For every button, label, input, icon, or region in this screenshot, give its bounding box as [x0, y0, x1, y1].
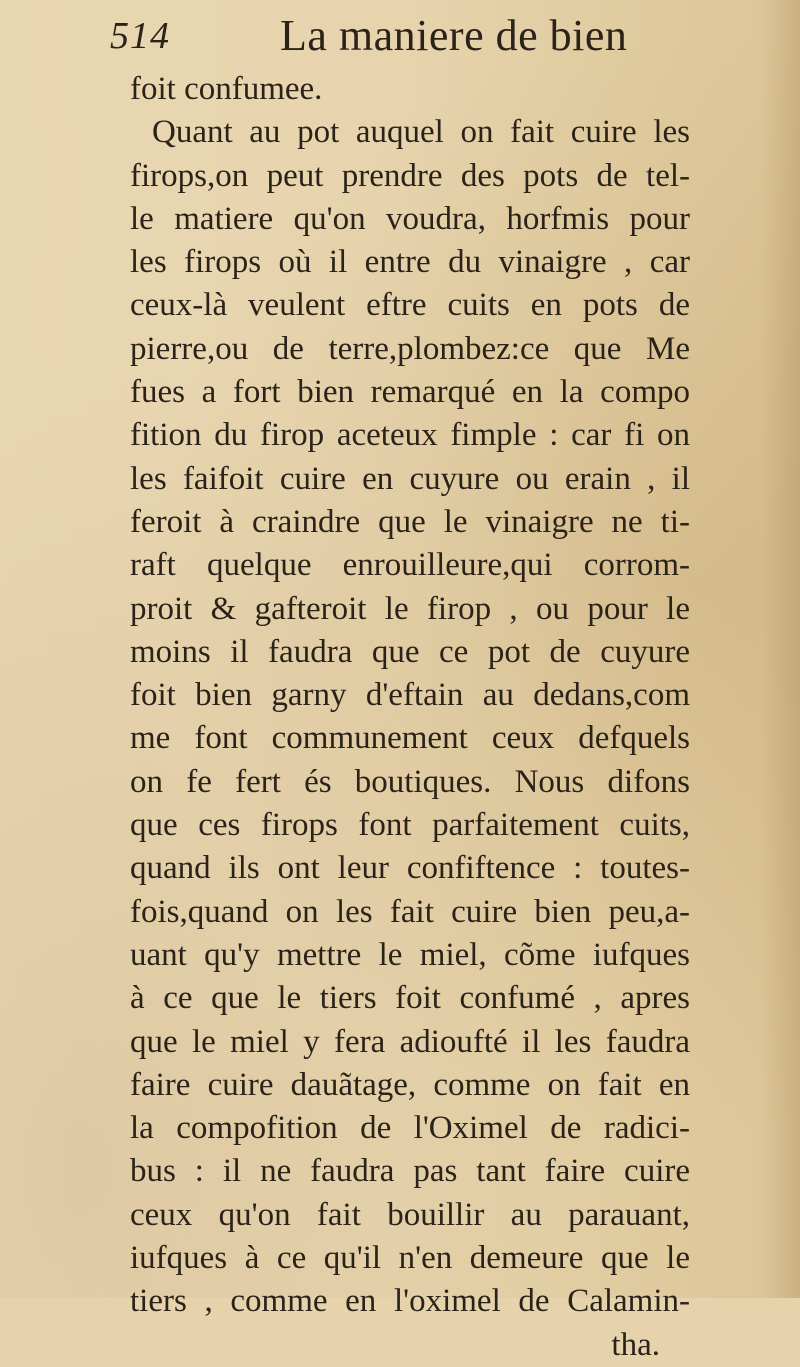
page-edge-shadow: [760, 0, 800, 1298]
text-line: pierre,ou de terre,plombez:ce que Me: [130, 330, 690, 367]
text-line: firops,on peut prendre des pots de tel-: [130, 157, 690, 194]
text-line: la compofition de l'Oximel de radici-: [130, 1110, 690, 1147]
text-line: faire cuire dauãtage, comme on fait en: [130, 1066, 690, 1103]
body-text: [130, 68, 690, 1367]
text-line: tha.: [611, 1326, 660, 1363]
text-line: bus : il ne faudra pas tant faire cuire: [130, 1153, 690, 1190]
text-line: iufques à ce qu'il n'en demeure que le: [130, 1240, 690, 1277]
text-line: proit & gafteroit le firop , ou pour le: [130, 590, 690, 627]
text-line: on fe fert és boutiques. Nous difons: [130, 763, 690, 800]
text-line: à ce que le tiers foit confumé , apres: [130, 980, 690, 1017]
text-line: ceux-là veulent eftre cuits en pots de: [130, 287, 690, 324]
text-line: foit bien garny d'eftain au dedans,com: [130, 677, 690, 714]
text-line: raft quelque enrouilleure,qui corrom-: [130, 547, 690, 584]
text-line: fition du firop aceteux fimple : car fi on: [130, 417, 690, 454]
page-header: [110, 10, 670, 70]
text-line: uant qu'y mettre le miel, cõme iufques: [130, 936, 690, 973]
running-head: La maniere de bien: [280, 11, 628, 60]
text-line: fues a fort bien remarqué en la compo: [130, 374, 690, 411]
text-line: ceux qu'on fait bouillir au parauant,: [130, 1196, 690, 1233]
text-line: les firops où il entre du vinaigre , car: [130, 244, 690, 281]
text-line: que ces firops font parfaitement cuits,: [130, 807, 690, 844]
text-line: le matiere qu'on voudra, horfmis pour: [130, 200, 690, 237]
page-number: 514: [110, 15, 170, 57]
text-line: les faifoit cuire en cuyure ou erain , il: [130, 460, 690, 497]
text-line: Quant au pot auquel on fait cuire les: [152, 114, 690, 151]
text-line: me font communement ceux defquels: [130, 720, 690, 757]
text-line: moins il faudra que ce pot de cuyure: [130, 633, 690, 670]
text-line: tiers , comme en l'oximel de Calamin-: [130, 1283, 690, 1320]
text-line: quand ils ont leur confiftence : toutes-: [130, 850, 690, 887]
text-line: feroit à craindre que le vinaigre ne ti-: [130, 503, 690, 540]
text-line: que le miel y fera adioufté il les faudra: [130, 1023, 690, 1060]
text-line: foit confumee.: [130, 71, 323, 107]
text-line: fois,quand on les fait cuire bien peu,a-: [130, 893, 690, 930]
